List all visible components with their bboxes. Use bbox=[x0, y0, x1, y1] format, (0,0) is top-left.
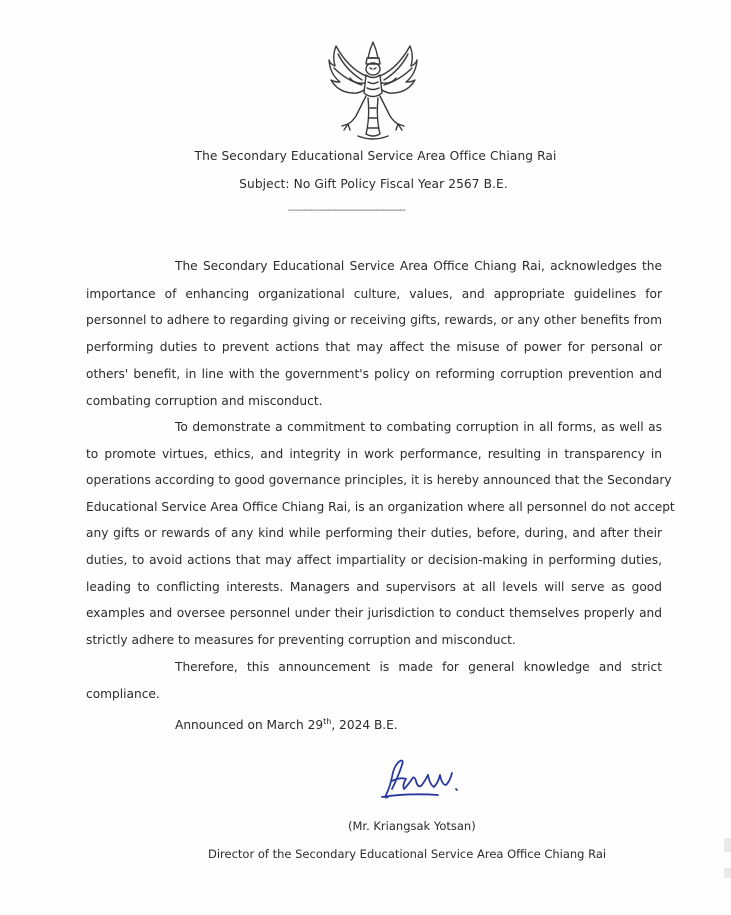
signer-name: (Mr. Kriangsak Yotsan) bbox=[348, 819, 476, 833]
announcement-prefix: Announced on March 29 bbox=[175, 718, 324, 733]
paragraph-line: The Secondary Educational Service Area Office Chiang Rai, acknowledges the bbox=[175, 259, 662, 273]
announcement-ordinal: th bbox=[323, 717, 332, 726]
paragraph-line: to promote virtues, ethics, and integrity in work performance, resulting in transparency in bbox=[86, 447, 662, 461]
scan-mark bbox=[724, 838, 731, 852]
paragraph-line: strictly adhere to measures for preventing corruption and misconduct. bbox=[86, 633, 516, 647]
announcement-date bbox=[175, 717, 398, 732]
paragraph-line: Therefore, this announcement is made for general knowledge and strict bbox=[175, 660, 662, 674]
organization-title: The Secondary Educational Service Area Office Chiang Rai bbox=[194, 149, 557, 163]
garuda-emblem-icon bbox=[326, 38, 420, 142]
scan-mark bbox=[724, 868, 731, 878]
paragraph-line: leading to conflicting interests. Managers and supervisors at all levels will serve as good bbox=[86, 580, 662, 594]
signer-title: Director of the Secondary Educational Service Area Office Chiang Rai bbox=[208, 847, 607, 861]
paragraph-line: duties, to avoid actions that may affect impartiality or decision-making in performing duties, bbox=[86, 553, 662, 567]
paragraph-line: compliance. bbox=[86, 687, 160, 701]
paragraph-line: operations according to good governance principles, it is hereby announced that the Secondary bbox=[86, 473, 672, 487]
paragraph-line: any gifts or rewards of any kind while performing their duties, before, during, and after their bbox=[86, 526, 662, 540]
handwritten-signature bbox=[378, 755, 464, 803]
paragraph-line: others' benefit, in line with the government's policy on reforming corruption prevention and bbox=[86, 367, 662, 381]
header-separator: --------------------------------------- bbox=[288, 205, 406, 216]
announcement-suffix: , 2024 B.E. bbox=[331, 718, 398, 733]
paragraph-line: importance of enhancing organizational culture, values, and appropriate guidelines for bbox=[86, 287, 662, 301]
paragraph-line: personnel to adhere to regarding giving or receiving gifts, rewards, or any other benefits from bbox=[86, 313, 662, 327]
paragraph-line: performing duties to prevent actions that may affect the misuse of power for personal or bbox=[86, 340, 662, 354]
paragraph-line: combating corruption and misconduct. bbox=[86, 394, 323, 408]
paragraph-line: To demonstrate a commitment to combating corruption in all forms, as well as bbox=[175, 420, 662, 434]
subject-line: Subject: No Gift Policy Fiscal Year 2567 B.E. bbox=[239, 177, 508, 191]
paragraph-line: examples and oversee personnel under their jurisdiction to conduct themselves properly and bbox=[86, 606, 662, 620]
paragraph-line: Educational Service Area Office Chiang Rai, is an organization where all personnel do not accept bbox=[86, 500, 675, 514]
